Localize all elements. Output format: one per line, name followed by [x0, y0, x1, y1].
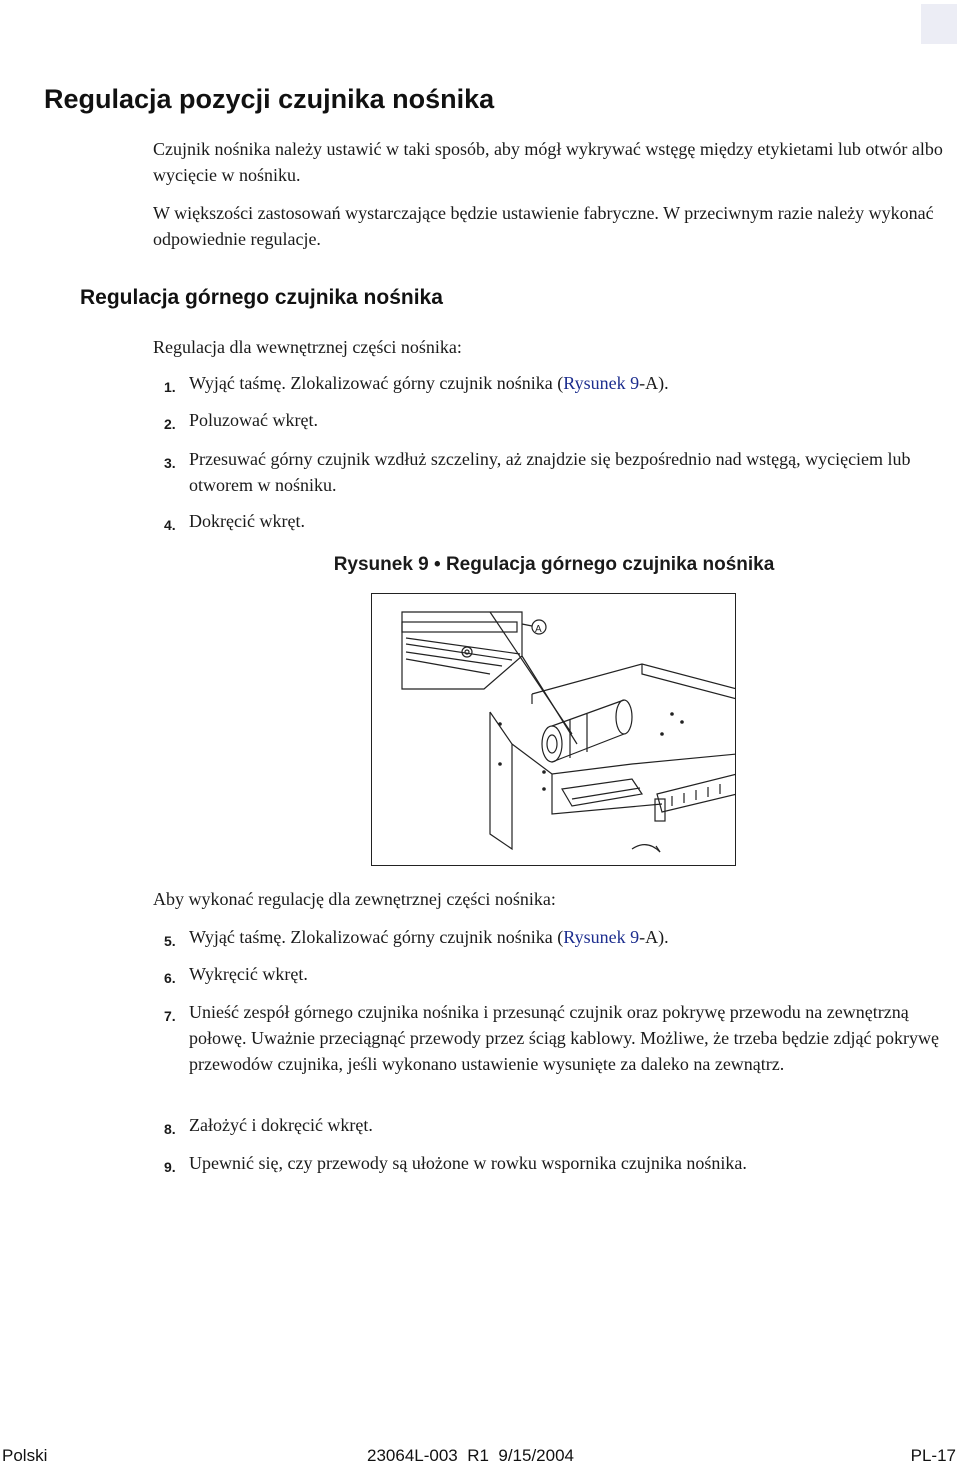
step-text-suffix: -A). [639, 373, 669, 393]
figure-caption: Rysunek 9 • Regulacja górnego czujnika nośnika [333, 554, 775, 575]
step-text-suffix: -A). [639, 927, 669, 947]
step-number: 7. [164, 1008, 176, 1024]
footer-doc-id: 23064L-003 R1 9/15/2004 [367, 1446, 575, 1465]
step-number: 4. [164, 517, 176, 533]
step-text: Unieść zespół górnego czujnika nośnika i przesunąć czujnik oraz pokrywę przewodu na zewnętrzną połowę. Uważnie przeciągnąć przewody przez ściąg kablowy. Możliwe, że trzeba będzie zdjąć pokrywę przewodów czujnika, jeśli wykonano ustawienie wysunięte za daleko na zewnątrz. [189, 1002, 939, 1074]
step-number: 8. [164, 1121, 176, 1137]
intro-paragraph-1: Czujnik nośnika należy ustawić w taki sposób, aby mógł wykrywać wstęgę między etykietami lub otwór albo wycięcie w nośniku. [153, 139, 943, 185]
step-number: 5. [164, 933, 176, 949]
printer-illustration [372, 594, 736, 866]
step-text: Wykręcić wkręt. [189, 964, 308, 984]
footer-page-number: PL-17 [910, 1446, 956, 1465]
step-9 [164, 1150, 954, 1176]
step-8 [164, 1112, 954, 1138]
figure-link[interactable]: Rysunek 9 [563, 927, 640, 947]
corner-tab [921, 4, 957, 44]
step-text: Upewnić się, czy przewody są ułożone w rowku wspornika czujnika nośnika. [189, 1153, 747, 1173]
step-text: Poluzować wkręt. [189, 410, 318, 430]
step-number: 2. [164, 416, 176, 432]
figure-link[interactable]: Rysunek 9 [563, 373, 640, 393]
callout-a: A [535, 624, 542, 635]
step-text: Dokręcić wkręt. [189, 511, 305, 531]
step-1 [164, 370, 954, 396]
outer-intro: Aby wykonać regulację dla zewnętrznej części nośnika: [153, 889, 556, 909]
intro-paragraph-2: W większości zastosowań wystarczające będzie ustawienie fabryczne. W przeciwnym razie należy wykonać odpowiednie regulacje. [153, 203, 934, 249]
step-text: Założyć i dokręcić wkręt. [189, 1115, 373, 1135]
page-title: Regulacja pozycji czujnika nośnika [44, 84, 495, 114]
step-3 [164, 446, 954, 498]
step-text: Wyjąć taśmę. Zlokalizować górny czujnik nośnika ( [189, 373, 564, 393]
step-text: Wyjąć taśmę. Zlokalizować górny czujnik nośnika ( [189, 927, 564, 947]
step-4 [164, 508, 954, 534]
footer-language: Polski [2, 1446, 48, 1465]
step-2 [164, 407, 954, 433]
step-number: 9. [164, 1159, 176, 1175]
inner-intro: Regulacja dla wewnętrznej części nośnika: [153, 337, 462, 357]
step-number: 3. [164, 455, 176, 471]
step-7 [164, 999, 954, 1077]
printer-figure [371, 593, 736, 866]
step-number: 6. [164, 970, 176, 986]
step-6 [164, 961, 954, 987]
step-text: Przesuwać górny czujnik wzdłuż szczeliny, aż znajdzie się bezpośrednio nad wstęgą, wycięciem lub otworem w nośniku. [189, 449, 911, 495]
step-5 [164, 924, 954, 950]
section-title: Regulacja górnego czujnika nośnika [80, 286, 443, 309]
step-number: 1. [164, 379, 176, 395]
